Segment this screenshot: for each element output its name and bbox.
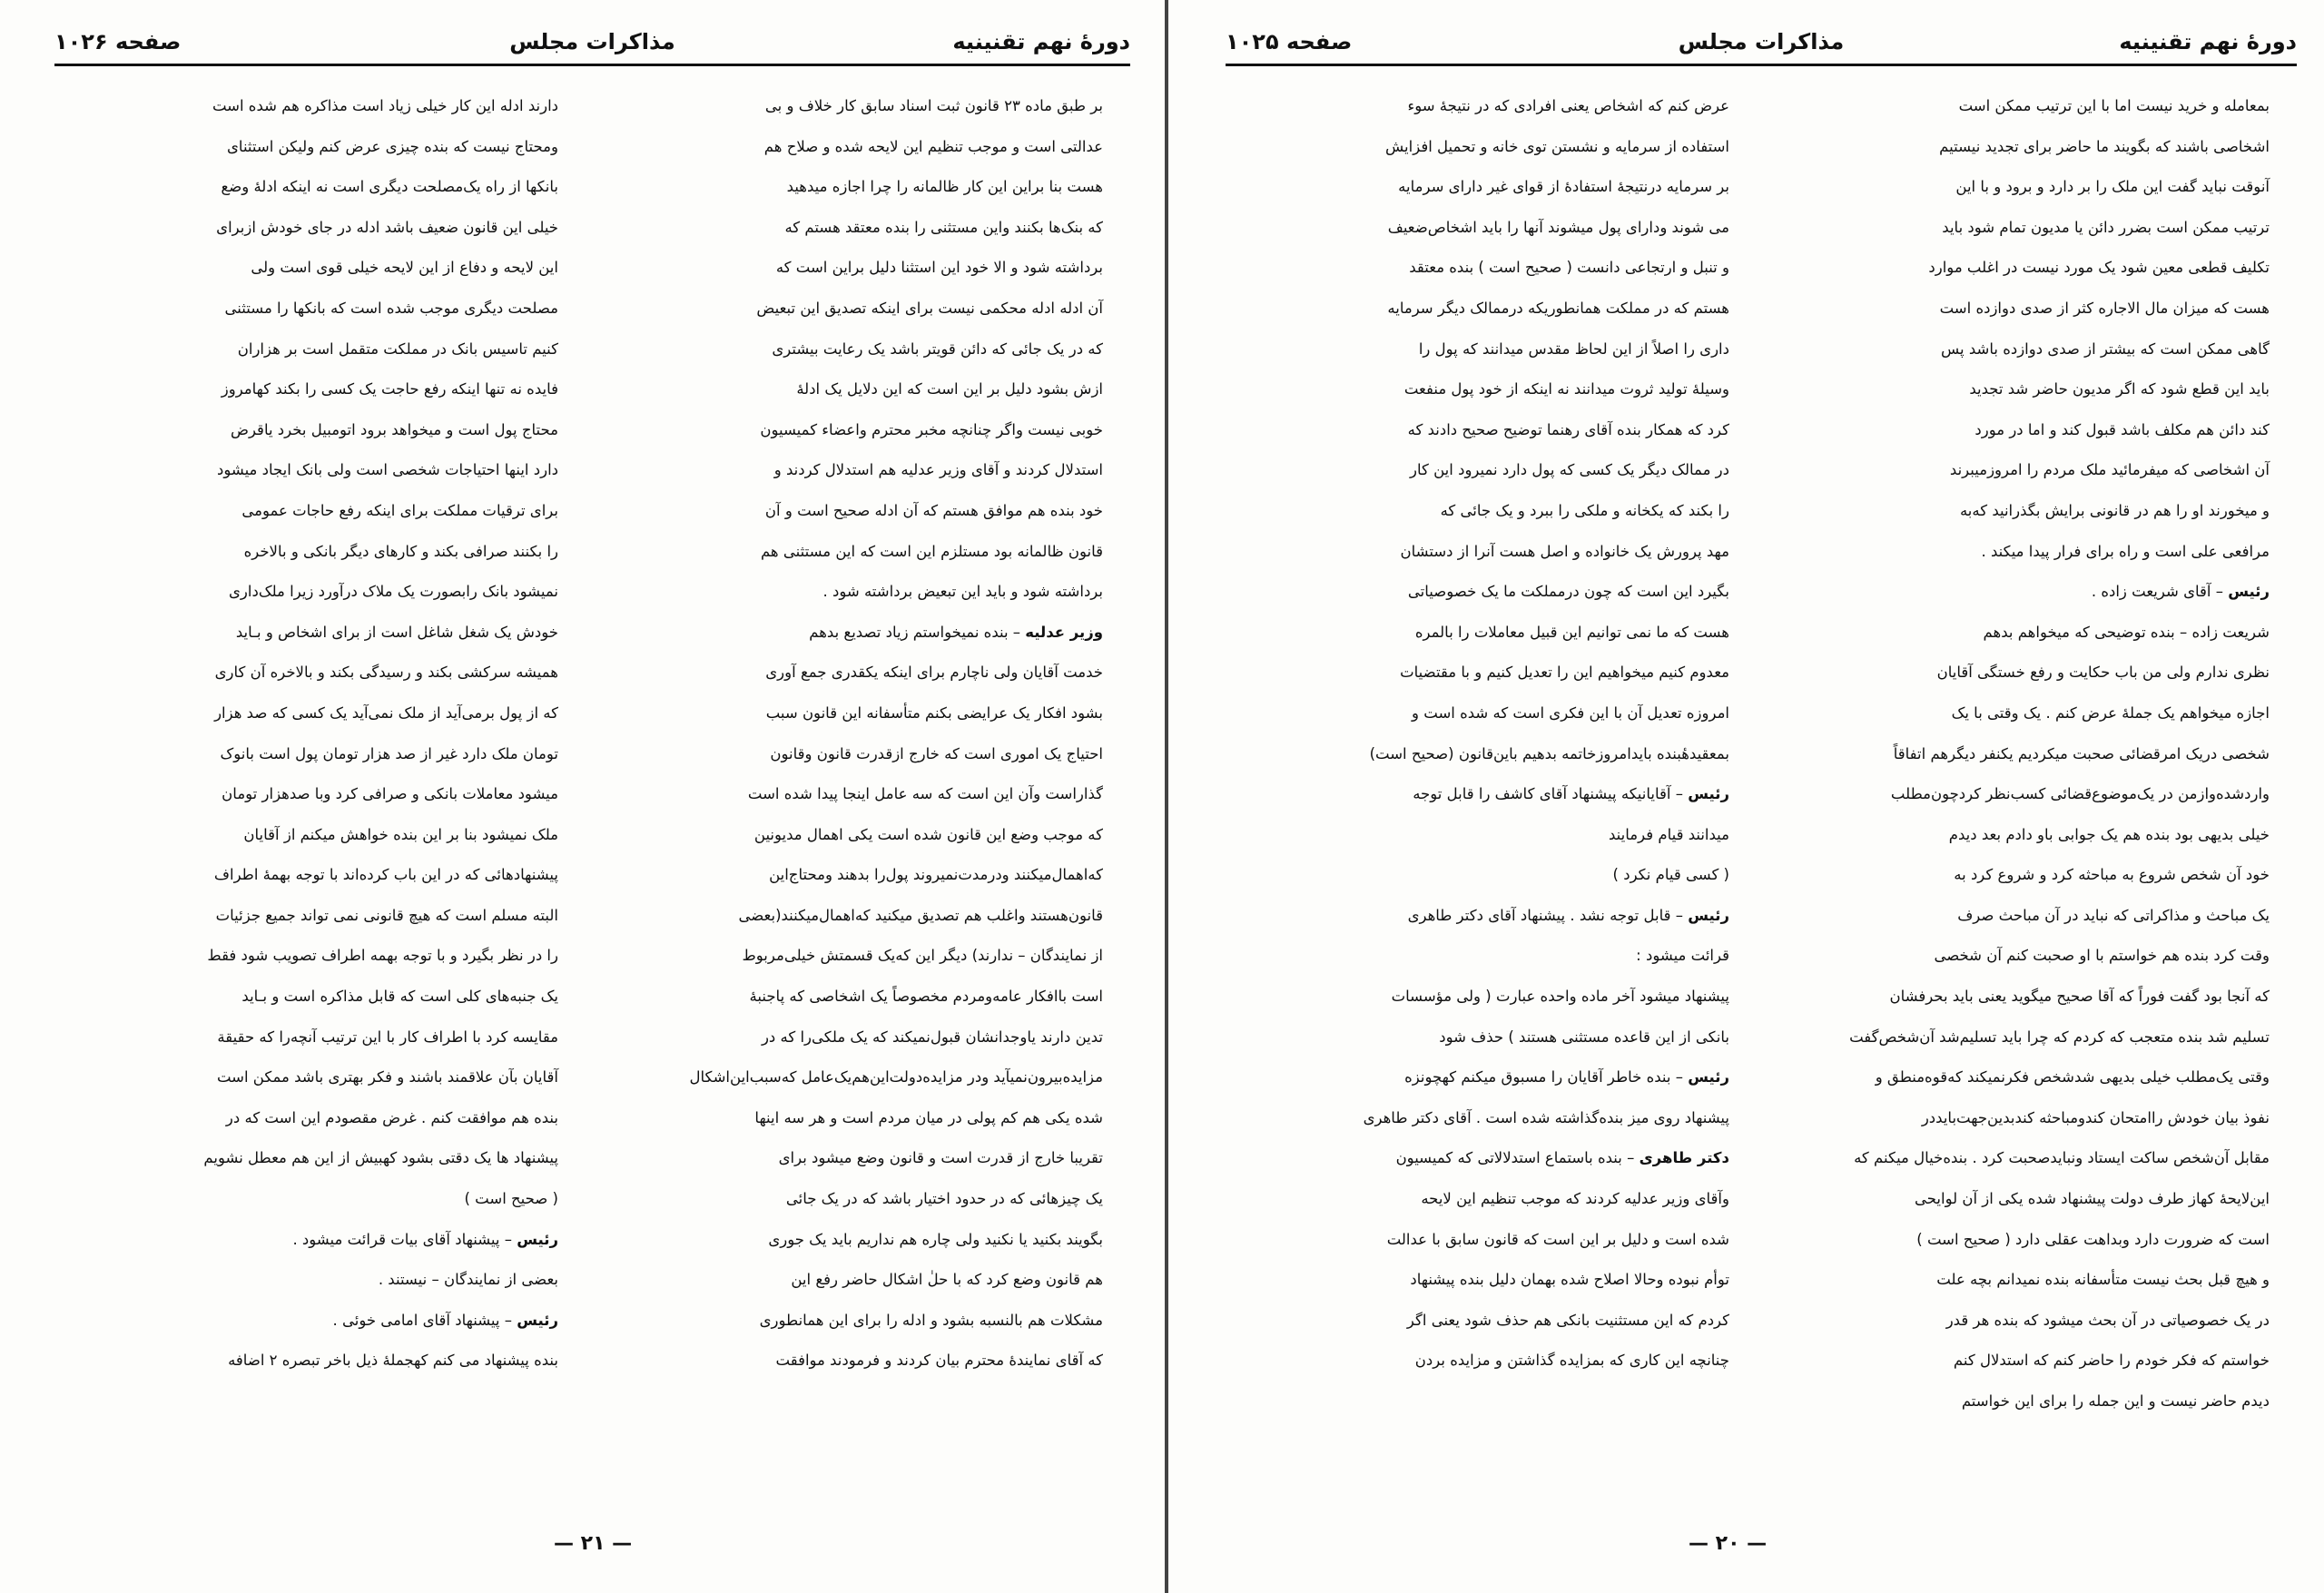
text-line: مصلحت دیگری موجب شده است که بانکها را مستثنی	[224, 299, 558, 317]
text-line: عرض کنم که اشخاص یعنی افرادی که در نتیجهٔ سوء	[1407, 97, 1729, 114]
text-line: و میخورند او را هم در قانونی برایش بگذرانید که‌به	[1959, 501, 2270, 519]
header-rule	[1226, 64, 2297, 66]
right-page	[1171, 0, 2324, 1593]
text-line: دکتر طاهری – بنده باستماع استدلالاتی که کمیسیون	[1395, 1149, 1729, 1167]
text-line: وقتی یک‌مطلب خیلی بدیهی شد‌شخص فکرنمیکند که‌قوه‌منطق و	[1875, 1068, 2270, 1087]
text-line: کند دائن هم مکلف باشد قبول کند و اما در مورد	[1974, 420, 2270, 438]
text-line: معدوم کنیم میخواهیم این را تعدیل کنیم و با مقتضیات	[1400, 664, 1729, 682]
text-line: خیلی این قانون ضعیف باشد ادله در جای خودش ازبرای	[216, 218, 558, 236]
left-page-header	[54, 25, 1130, 65]
text-line: خیلی بدیهی بود بنده هم یک جوابی باو دادم بعد دیدم	[1948, 825, 2270, 843]
text-line: گذاراست وآن این است که سه عامل اینجا پیدا شده است	[747, 785, 1103, 803]
text-line: اشخاصی باشند که بگویند ما حاضر برای تجدید نیستیم	[1939, 137, 2270, 155]
text-line: میدانند قیام فرمایند	[1609, 825, 1729, 843]
text-line: خودش یک شغل شاغل است از برای اشخاص و بـاید	[235, 623, 558, 641]
text-line: توأم نبوده وحالا اصلاح شده بهمان دلیل بنده پیشنهاد	[1410, 1271, 1729, 1289]
text-line: واردشده‌وازمن در یک‌موضوع‌قضائی کسب‌نظر کردچون‌مطلب	[1890, 785, 2270, 803]
text-line: خود بنده هم موافق هستم که آن ادله صحیح است و آن	[764, 501, 1103, 519]
text-line: برای ترقیات مملکت برای اینکه رفع حاجات عمومی	[241, 501, 558, 519]
journal-title: مذاکرات مجلس	[509, 29, 675, 54]
text-line: می شوند ودارای پول میشوند آنها را باید اشخاص‌ضعیف	[1387, 218, 1729, 236]
text-line: است باافکار عامه‌ومردم مخصوصاً یک اشخاصی که پاجنبهٔ	[749, 988, 1103, 1006]
text-line: یک چیزهائی که در حدود اختیار باشد که در یک جائی	[785, 1190, 1103, 1208]
text-line: استفاده از سرمایه و نشستن توی خانه و تحمیل افزایش	[1385, 137, 1729, 155]
text-line: در ممالک دیگر یک کسی که پول دارد نمیرود این کار	[1410, 461, 1729, 479]
text-line: که‌اهمال‌میکنند ودرمدت‌نمیروند پول‌را بدهند ومحتاج‌این	[769, 866, 1103, 884]
text-line: که بنک‌ها بکنند واین مستثنی را بنده معتقد هستم که	[784, 218, 1103, 236]
page-footer-number: — ۲۰ —	[1689, 1532, 1768, 1555]
text-line: از نمایندگان – ندارند) دیگر این که‌یک قسمتش خیلی‌مربوط	[742, 947, 1103, 965]
text-line: میشود معاملات بانکی و صرافی کرد وبا صدهزار تومان	[222, 785, 558, 803]
text-line: بشود افکار یک عرایضی بکنم متأسفانه این قانون سبب	[765, 703, 1103, 722]
text-line: هم قانون وضع کرد که با حلٰ اشکال حاضر رفع این	[791, 1271, 1103, 1289]
text-line: مقایسه کرد با اطراف کار با این ترتیب آنچه‌را که حقیقة	[217, 1028, 558, 1046]
text-column-right	[1761, 86, 2270, 1422]
text-line: ومحتاج نیست که بنده چیزی عرض کنم ولیکن استثنای	[227, 137, 558, 155]
text-line: رئیس – آقایانیکه پیشنهاد آقای کاشف را قابل توجه	[1413, 785, 1729, 803]
parenthetical-note: ( کسی قیام نکرد )	[1612, 866, 1729, 884]
text-line: آنوقت نباید گفت این ملک را بر دارد و برود و با این	[1955, 178, 2270, 196]
text-line: باید این قطع شود که اگر مدیون حاضر شد تجدید	[1969, 380, 2270, 398]
text-line: گاهی ممکن است که بیشتر از صدی دوازده باشد پس	[1940, 339, 2270, 358]
text-line: پیشنهاد ها یک دقتی بشود کهبیش از این هم معطل نشویم	[203, 1149, 558, 1167]
text-line: پیشنهادهائی که در این باب کرده‌اند با توجه بهمهٔ اطراف	[213, 866, 558, 884]
text-line: البته مسلم است که هیچ قانونی نمی تواند جمیع جزئیات	[215, 906, 558, 924]
text-column-right	[599, 86, 1103, 1382]
text-line: چنانچه این کاری که بمزایده گذاشتن و مزایده بردن	[1414, 1352, 1729, 1370]
text-line: هستم که در مملکت همانطوریکه درممالک دیگر سرمایه	[1387, 299, 1729, 317]
text-line: بمعامله و خرید نیست اما با این ترتیب ممکن است	[1958, 97, 2270, 114]
text-line: نفوذ بیان خودش را‌امتحان کند‌ومباحثه کندبدین‌جهت‌باید‌در	[1921, 1108, 2270, 1126]
text-line: پیشنهاد میشود آخر ماده واحده عبارت ( ولی مؤسسات	[1391, 988, 1729, 1006]
text-line: این‌لایحهٔ کهاز طرف دولت پیشنهاد شده یکی از آن لوایحی	[1914, 1190, 2270, 1208]
text-line: وسیلهٔ تولید ثروت میدانند نه اینکه از خود پول منفعت	[1403, 380, 1729, 398]
text-line: تسلیم شد بنده متعجب که کردم که چرا باید تسلیم‌شد آن‌شخص‌گفت	[1849, 1028, 2270, 1046]
text-line	[1226, 855, 1729, 896]
text-line: این لایحه و دفاع از این لایحه خیلی قوی است ولی	[251, 259, 558, 277]
text-line: خود آن شخص شروع به مباحثه کرد و شروع کرد به	[1954, 866, 2270, 884]
text-line: و هیچ قبل بحث نیست متأسفانه بنده نمیدانم بچه علت	[1936, 1271, 2270, 1289]
text-line: که موجب وضع این قانون شده است یکی اهمال مدیونین	[753, 825, 1103, 843]
text-line: محتاج پول است و میخواهد برود اتومبیل بخرد یاقرض	[231, 420, 558, 438]
text-line: وقت کرد بنده هم خواستم با او صحبت کنم آن شخصی	[1934, 947, 2270, 965]
text-line: تکلیف قطعی معین شود یک مورد نیست در اغلب موارد	[1928, 259, 2270, 277]
page-number-label: صفحه ۱۰۲۶	[54, 29, 182, 54]
text-line: ملک نمیشود بنا بر این بنده خواهش میکنم از آقایان	[243, 825, 558, 843]
text-line: قانون‌هستند واغلب هم تصدیق میکنید که‌اهمال‌میکنند(بعضی	[738, 906, 1103, 924]
text-line: برداشته شود و باید این تبعیض برداشته شود .	[822, 583, 1103, 601]
text-line: برداشته شود و الا خود این استثنا دلیل براین است که	[775, 259, 1103, 277]
text-line: وآقای وزیر عدلیه کردند که موجب تنظیم این لایحه	[1421, 1190, 1729, 1208]
text-line: هست که ما نمی توانیم این قبیل معاملات را بالمره	[1414, 623, 1729, 641]
text-line: خواستم که فکر خودم را حاضر کنم که استدلال کنم	[1953, 1352, 2270, 1370]
text-line: است که ضرورت دارد وبداهت عقلی دارد ( صحیح است )	[1916, 1230, 2270, 1248]
text-line: را در نظر بگیرد و با توجه بهمه اطراف تصویب شود فقط	[207, 947, 558, 965]
text-line: قانون ظالمانه بود مستلزم این است که این مستثنی هم	[760, 542, 1103, 560]
text-line: بنده پیشنهاد می کنم کهجملهٔ ذیل باخر تبصره ۲ اضافه	[228, 1352, 558, 1370]
session-label: دورهٔ نهم تقنینیه	[2119, 29, 2297, 54]
speaker-name: رئیس	[517, 1311, 558, 1329]
text-line: اجازه میخواهم یک جملهٔ عرض کنم . یک وقتی با یک	[1951, 703, 2270, 722]
text-line: کردم که این مستثنیت بانکی هم حذف شود یعنی اگر	[1406, 1311, 1729, 1329]
speaker-name: رئیس	[517, 1230, 558, 1248]
text-line: داری را اصلاً از این لحاظ مقدس میدانند که پول را	[1418, 339, 1729, 358]
header-rule	[54, 64, 1130, 66]
text-line: بمعقیدهٔبنده بایدامروزخاتمه بدهیم باین‌قانون (صحیح است)	[1369, 744, 1729, 762]
text-line: نظری ندارم ولی من باب حکایت و رفع خستگی آقایان	[1936, 664, 2270, 682]
session-label: دورهٔ نهم تقنینیه	[952, 29, 1130, 54]
text-line: مشکلات هم بالنسبه بشود و ادله را برای این همانطوری	[759, 1311, 1103, 1329]
text-line: دارد اینها احتیاجات شخصی است ولی بانک ایجاد میشود	[216, 461, 558, 479]
book-gutter	[1165, 0, 1168, 1593]
text-line: یک مباحث و مذاکراتی که نباید در آن مباحث صرف	[1957, 906, 2270, 924]
text-line: خوبی نیست واگر چنانچه مخبر محترم واعضاء کمیسیون	[760, 420, 1103, 438]
text-line: بانکی از این قاعده مستثنی هستند ) حذف شود	[1439, 1028, 1729, 1046]
text-line: که در یک جائی که دائن قویتر باشد یک رعایت بیشتری	[772, 339, 1103, 358]
text-line: تومان ملک دارد غیر از صد هزار تومان پول است بانوک	[220, 744, 558, 762]
text-column-left	[54, 86, 558, 1382]
text-line: در یک خصوصیاتی در آن بحث میشود که بنده هر قدر	[1945, 1311, 2270, 1329]
text-line: بعضی از نمایندگان – نیستند .	[378, 1271, 558, 1289]
text-line: استدلال کردند و آقای وزیر عدلیه هم استدلال کردند و	[773, 461, 1103, 479]
text-line: و تنبل و ارتجاعی دانست ( صحیح است ) بنده معتقد	[1409, 259, 1729, 277]
speaker-name: رئیس	[2228, 583, 2270, 601]
text-line: بانکها از راه یک‌مصلحت دیگری است نه اینکه ادلهٔ وضع	[221, 178, 558, 196]
text-line: احتیاج یک اموری است که خارج ازقدرت قانون وقانون	[770, 744, 1103, 762]
text-line: کنیم تاسیس بانک در مملکت متقمل است بر هزاران	[237, 339, 558, 358]
text-line: بر سرمایه درنتیجهٔ استفادهٔ از قوای غیر دارای سرمایه	[1398, 178, 1729, 196]
text-line: وزیر عدلیه – بنده نمیخواستم زیاد تصدیع بدهم	[809, 623, 1103, 641]
text-line: که آقای نمایندهٔ محترم بیان کردند و فرمودند موافقت	[775, 1352, 1103, 1370]
journal-title: مذاکرات مجلس	[1678, 29, 1845, 54]
text-line: عدالتی است و موجب تنظیم این لایحه شده و صلاح هم	[763, 137, 1103, 155]
text-line: بگویند بکنید یا نکنید ولی چاره هم نداریم باید یک جوری	[768, 1230, 1103, 1248]
text-line: کرد که همکار بنده آقای رهنما توضیح صحیح دادند که	[1407, 420, 1729, 438]
text-line: ترتیب ممکن است بضرر دائن یا مدیون تمام شود باید	[1942, 218, 2270, 236]
text-line: قرائت میشود :	[1636, 947, 1729, 965]
text-line: مزایده‌بیرون‌نمیآید ودر مزایده‌دولت‌این‌هم‌یک‌عامل که‌سبب‌این‌اشکال	[689, 1068, 1103, 1087]
text-line: را بکند که یکخانه و ملکی را ببرد و یک جائی که	[1440, 501, 1729, 519]
text-line: هست که میزان مال الاجاره کثر از صدی دوازده است	[1939, 299, 2270, 317]
text-line: تقریبا خارج از قدرت است و قانون وضع میشود برای	[778, 1149, 1103, 1167]
text-line: امروزه تعدیل آن با این فکری است که شده است و	[1412, 703, 1729, 722]
speaker-name: دکتر طاهری	[1639, 1149, 1729, 1167]
text-line: که آنجا بود گفت فوراً که آقا صحیح میگوید یعنی باید بحرفشان	[1889, 988, 2270, 1006]
speaker-name: رئیس	[1688, 785, 1729, 803]
text-line: دیدم حاضر نیست و این جمله را برای این خواستم	[1961, 1392, 2270, 1410]
text-line: رئیس – پیشنهاد آقای بیات قرائت میشود .	[292, 1230, 558, 1248]
text-line: آن ادله ادله محکمی نیست برای اینکه تصدیق این تبعیض	[756, 299, 1103, 317]
text-line: شده یکی هم کم پولی در میان مردم است و هر سه اینها	[754, 1108, 1103, 1126]
text-line: که از پول برمی‌آید از ملک نمی‌آید یک کسی که صد هزار	[214, 703, 558, 722]
text-line: نمیشود بانک رابصورت یک ملاک درآورد زیرا ملک‌داری	[229, 583, 558, 601]
text-line: آن اشخاصی که میفرمائید ملک مردم را امروزمیبرند	[1949, 461, 2270, 479]
text-line: مرافعی علی است و راه برای فرار پیدا میکند .	[1981, 542, 2270, 560]
text-line: تدین دارند یاوجدانشان قبول‌نمیکند که یک ملکی‌را که در	[761, 1028, 1103, 1046]
speaker-name: رئیس	[1688, 1068, 1729, 1087]
text-line: فایده نه تنها اینکه رفع حاجت یک کسی را بکند کهامروز	[221, 380, 558, 398]
text-line: یک جنبه‌های کلی است که قابل مذاکره است و بـاید	[241, 988, 558, 1006]
text-line: شده است و دلیل بر این است که قانون سابق با عدالت	[1386, 1230, 1729, 1248]
text-line: بنده هم موافقت کنم . غرض مقصودم این است که در	[225, 1108, 558, 1126]
text-line: را بکنند صرافی بکند و کارهای دیگر بانکی و بالاخره	[243, 542, 558, 560]
text-line: مقابل آن‌شخص ساکت ایستاد ونباید‌صحبت کرد . بنده‌خیال میکنم که	[1854, 1149, 2270, 1167]
page-number-label: صفحه ۱۰۲۵	[1226, 29, 1353, 54]
text-line: همیشه سرکشی بکند و رسیدگی بکند و بالاخره آن کاری	[214, 664, 558, 682]
text-column-left	[1226, 86, 1729, 1382]
text-line: رئیس – بنده خاطر آقایان را مسبوق میکنم کهچونزه	[1404, 1068, 1729, 1087]
text-line: بر طبق ماده ۲۳ قانون ثبت اسناد سابق کار خلاف و بی	[764, 97, 1103, 114]
text-line: پیشنهاد روی میز بنده‌گذاشته شده است . آقای دکتر طاهری	[1363, 1108, 1729, 1126]
text-line: رئیس – پیشنهاد آقای امامی خوئی .	[332, 1311, 558, 1329]
text-line: شریعت زاده – بنده توضیحی که میخواهم بدهم	[1983, 623, 2270, 641]
text-line: ( صحیح است )	[464, 1190, 558, 1208]
text-line: آقایان بآن علاقمند باشند و فکر بهتری باشد ممکن است	[216, 1068, 558, 1087]
text-line: هست بنا براین این کار ظالمانه را چرا اجازه میدهید	[786, 178, 1103, 196]
speaker-name: وزیر عدلیه	[1025, 623, 1103, 641]
text-line: خدمت آقایان ولی ناچارم برای اینکه یکقدری جمع آوری	[765, 664, 1103, 682]
text-line: رئیس – قابل توجه نشد . پیشنهاد آقای دکتر طاهری	[1407, 906, 1729, 924]
right-page-header	[1226, 25, 2297, 65]
text-line: ازش بشود دلیل بر این است که این دلایل یک ادلهٔ	[796, 380, 1103, 398]
text-line: شخصی دریک امرقضائی صحبت میکردیم یکنفر دیگرهم اتفاقاً	[1893, 744, 2270, 762]
text-line: بگیرد این است که چون درمملکت ما یک خصوصیاتی	[1407, 583, 1729, 601]
text-line: رئیس – آقای شریعت زاده .	[2091, 583, 2270, 601]
page-footer-number: — ۲۱ —	[554, 1532, 633, 1555]
text-line: مهد پرورش یک خانواده و اصل هست آنرا از دستشان	[1400, 542, 1729, 560]
speaker-name: رئیس	[1688, 906, 1729, 924]
text-line: دارند ادله این کار خیلی زیاد است مذاکره هم شده است	[212, 97, 558, 114]
